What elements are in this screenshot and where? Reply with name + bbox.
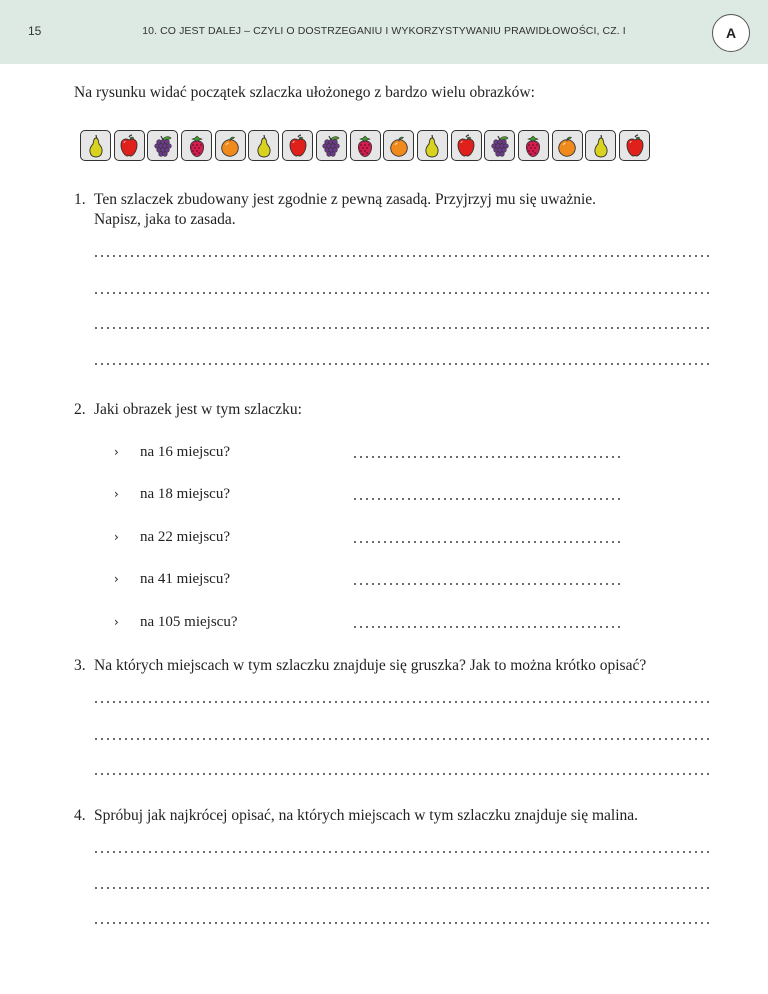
question-number: 3. (74, 657, 86, 674)
fruit-tile-grapes (147, 130, 178, 161)
fruit-tile-raspberry (518, 130, 549, 161)
short-answer-line[interactable] (352, 455, 620, 459)
fruit-tile-pear (80, 130, 111, 161)
subquestion-text: na 41 miejscu? (140, 571, 230, 587)
pear-icon (253, 134, 275, 158)
raspberry-icon (354, 134, 376, 158)
subquestion-3 (114, 529, 230, 546)
fruit-pattern-strip (80, 130, 650, 161)
question-text-continued: Napisz, jaka to zasada. (94, 211, 236, 228)
subquestion-2 (114, 486, 230, 503)
question-text: Jaki obrazek jest w tym szlaczku: (94, 401, 302, 418)
fruit-tile-apple (619, 130, 650, 161)
orange-icon (556, 134, 578, 158)
question-text: Spróbuj jak najkrócej opisać, na których miejscach w tym szlaczku znajduje się malina. (94, 807, 639, 824)
short-answer-line[interactable] (352, 625, 620, 629)
apple-icon (624, 134, 646, 158)
short-answer-line[interactable] (352, 540, 620, 544)
subquestion-text: na 16 miejscu? (140, 444, 230, 460)
fruit-tile-orange (215, 130, 246, 161)
apple-icon (287, 134, 309, 158)
chevron-right-icon: › (114, 487, 119, 501)
subquestion-text: na 22 miejscu? (140, 529, 230, 545)
orange-icon (219, 134, 241, 158)
chevron-right-icon: › (114, 530, 119, 544)
short-answer-line[interactable] (352, 582, 620, 586)
orange-icon (388, 134, 410, 158)
answer-line[interactable] (93, 737, 711, 741)
question-3 (74, 656, 646, 676)
answer-line[interactable] (93, 700, 711, 704)
answer-line[interactable] (93, 254, 711, 258)
answer-line[interactable] (93, 921, 711, 925)
pear-icon (590, 134, 612, 158)
fruit-tile-grapes (484, 130, 515, 161)
fruit-tile-pear (585, 130, 616, 161)
variant-badge: A (712, 14, 750, 52)
subquestion-5 (114, 614, 237, 631)
question-4 (74, 806, 638, 826)
fruit-tile-pear (417, 130, 448, 161)
page-number: 15 (28, 24, 42, 38)
subquestion-1 (114, 444, 230, 461)
fruit-tile-raspberry (181, 130, 212, 161)
fruit-tile-apple (451, 130, 482, 161)
subquestion-text: na 18 miejscu? (140, 486, 230, 502)
pear-icon (421, 134, 443, 158)
chevron-right-icon: › (114, 572, 119, 586)
fruit-tile-raspberry (350, 130, 381, 161)
question-number: 1. (74, 191, 86, 208)
question-number: 2. (74, 401, 86, 418)
chevron-right-icon: › (114, 445, 119, 459)
question-2 (74, 400, 302, 420)
question-1 (74, 190, 596, 230)
grapes-icon (152, 134, 174, 158)
raspberry-icon (522, 134, 544, 158)
answer-line[interactable] (93, 772, 711, 776)
question-text: Na których miejscach w tym szlaczku znajduje się gruszka? Jak to można krótko opisać? (94, 657, 647, 674)
question-text: Ten szlaczek zbudowany jest zgodnie z pewną zasadą. Przyjrzyj mu się uważnie. (94, 191, 597, 208)
fruit-tile-pear (248, 130, 279, 161)
grapes-icon (489, 134, 511, 158)
fruit-tile-grapes (316, 130, 347, 161)
fruit-tile-orange (552, 130, 583, 161)
chapter-title: 10. CO JEST DALEJ – CZYLI O DOSTRZEGANIU I WYKORZYSTYWANIU PRAWIDŁOWOŚCI, CZ. I (142, 25, 626, 37)
fruit-tile-apple (114, 130, 145, 161)
grapes-icon (320, 134, 342, 158)
answer-line[interactable] (93, 886, 711, 890)
answer-line[interactable] (93, 850, 711, 854)
page-header (0, 0, 768, 64)
short-answer-line[interactable] (352, 497, 620, 501)
pear-icon (85, 134, 107, 158)
question-number: 4. (74, 807, 86, 824)
chevron-right-icon: › (114, 615, 119, 629)
apple-icon (118, 134, 140, 158)
fruit-tile-orange (383, 130, 414, 161)
apple-icon (455, 134, 477, 158)
subquestion-text: na 105 miejscu? (140, 614, 238, 630)
answer-line[interactable] (93, 291, 711, 295)
intro-text: Na rysunku widać początek szlaczka ułożonego z bardzo wielu obrazków: (74, 84, 535, 101)
raspberry-icon (186, 134, 208, 158)
answer-line[interactable] (93, 326, 711, 330)
answer-line[interactable] (93, 362, 711, 366)
subquestion-4 (114, 571, 230, 588)
fruit-tile-apple (282, 130, 313, 161)
